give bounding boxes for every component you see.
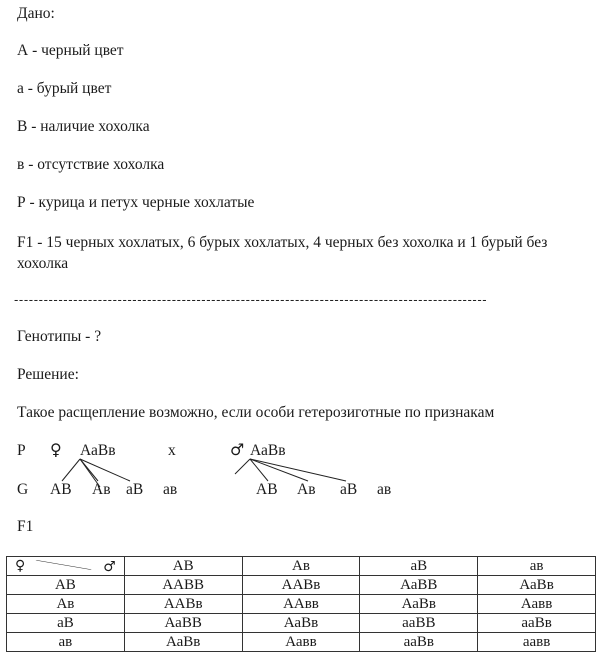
female-genotype: АаВв <box>80 442 116 459</box>
column-header: АВ <box>124 557 242 576</box>
male-gamete: АВ <box>256 481 278 498</box>
solution-text: Такое расщепление возможно, если особи гетерозиготные по признакам <box>17 404 495 421</box>
genotype-cell: АаВв <box>124 633 242 652</box>
genotype-cell: ааВв <box>478 614 596 633</box>
male-genotype: АаВв <box>250 442 286 459</box>
table-row <box>7 576 596 595</box>
genotype-cell: Аавв <box>478 595 596 614</box>
female-symbol-icon: ♀ <box>50 440 62 459</box>
genotype-cell: Аавв <box>242 633 360 652</box>
genotype-cell: ААВв <box>124 595 242 614</box>
question-text: Генотипы - ? <box>17 328 102 345</box>
column-header: Ав <box>242 557 360 576</box>
column-header: ав <box>478 557 596 576</box>
table-row <box>7 614 596 633</box>
f1-label: F1 <box>17 518 34 535</box>
female-symbol-icon: ♀ <box>15 558 26 574</box>
genotype-cell: ААВв <box>242 576 360 595</box>
genotype-cell: ааВВ <box>360 614 478 633</box>
solution-label: Решение: <box>17 366 79 383</box>
female-gamete: ав <box>163 481 178 498</box>
genotype-cell: АаВв <box>360 595 478 614</box>
male-gamete: Ав <box>297 481 316 498</box>
given-item-parents: Р - курица и петух черные хохлатые <box>17 194 255 211</box>
given-item-no-crest: в - отсутствие хохолка <box>17 156 165 173</box>
male-gamete: ав <box>377 481 392 498</box>
genotype-cell: АаВв <box>478 576 596 595</box>
male-symbol-icon: ♂ <box>230 440 245 459</box>
female-gamete: АВ <box>50 481 72 498</box>
corner-cell <box>7 557 125 576</box>
genotype-cell: АаВв <box>242 614 360 633</box>
female-gamete: Ав <box>92 481 111 498</box>
punnett-square <box>6 556 596 652</box>
row-header: аВ <box>7 614 125 633</box>
g-label: G <box>17 481 29 498</box>
male-symbol-icon: ♂ <box>103 559 116 575</box>
given-f1-description: F1 - 15 черных хохлатых, 6 бурых хохлатых, 4 черных без хохолка и 1 бурый без хохолка <box>17 234 548 272</box>
genotype-cell: ааВв <box>360 633 478 652</box>
column-header: аВ <box>360 557 478 576</box>
cross-sign: х <box>168 442 176 459</box>
row-header: Ав <box>7 595 125 614</box>
separator-line: ------------------------------------------------------------------------------------------------ <box>14 292 488 307</box>
genotype-cell: ААВВ <box>124 576 242 595</box>
genotype-cell: аавв <box>478 633 596 652</box>
row-header: АВ <box>7 576 125 595</box>
female-gamete: аВ <box>126 481 144 498</box>
genotype-cell: ААвв <box>242 595 360 614</box>
given-heading: Дано: <box>17 5 55 22</box>
table-row <box>7 595 596 614</box>
given-item-crest: В - наличие хохолка <box>17 118 150 135</box>
genotype-cell: АаВВ <box>360 576 478 595</box>
male-gamete: аВ <box>340 481 358 498</box>
row-header: ав <box>7 633 125 652</box>
table-row <box>7 633 596 652</box>
given-item-brown: а - бурый цвет <box>17 80 112 97</box>
genotype-cell: АаВВ <box>124 614 242 633</box>
table-header-row <box>7 557 596 576</box>
p-label: P <box>17 442 26 459</box>
given-item-black: А - черный цвет <box>17 42 124 59</box>
